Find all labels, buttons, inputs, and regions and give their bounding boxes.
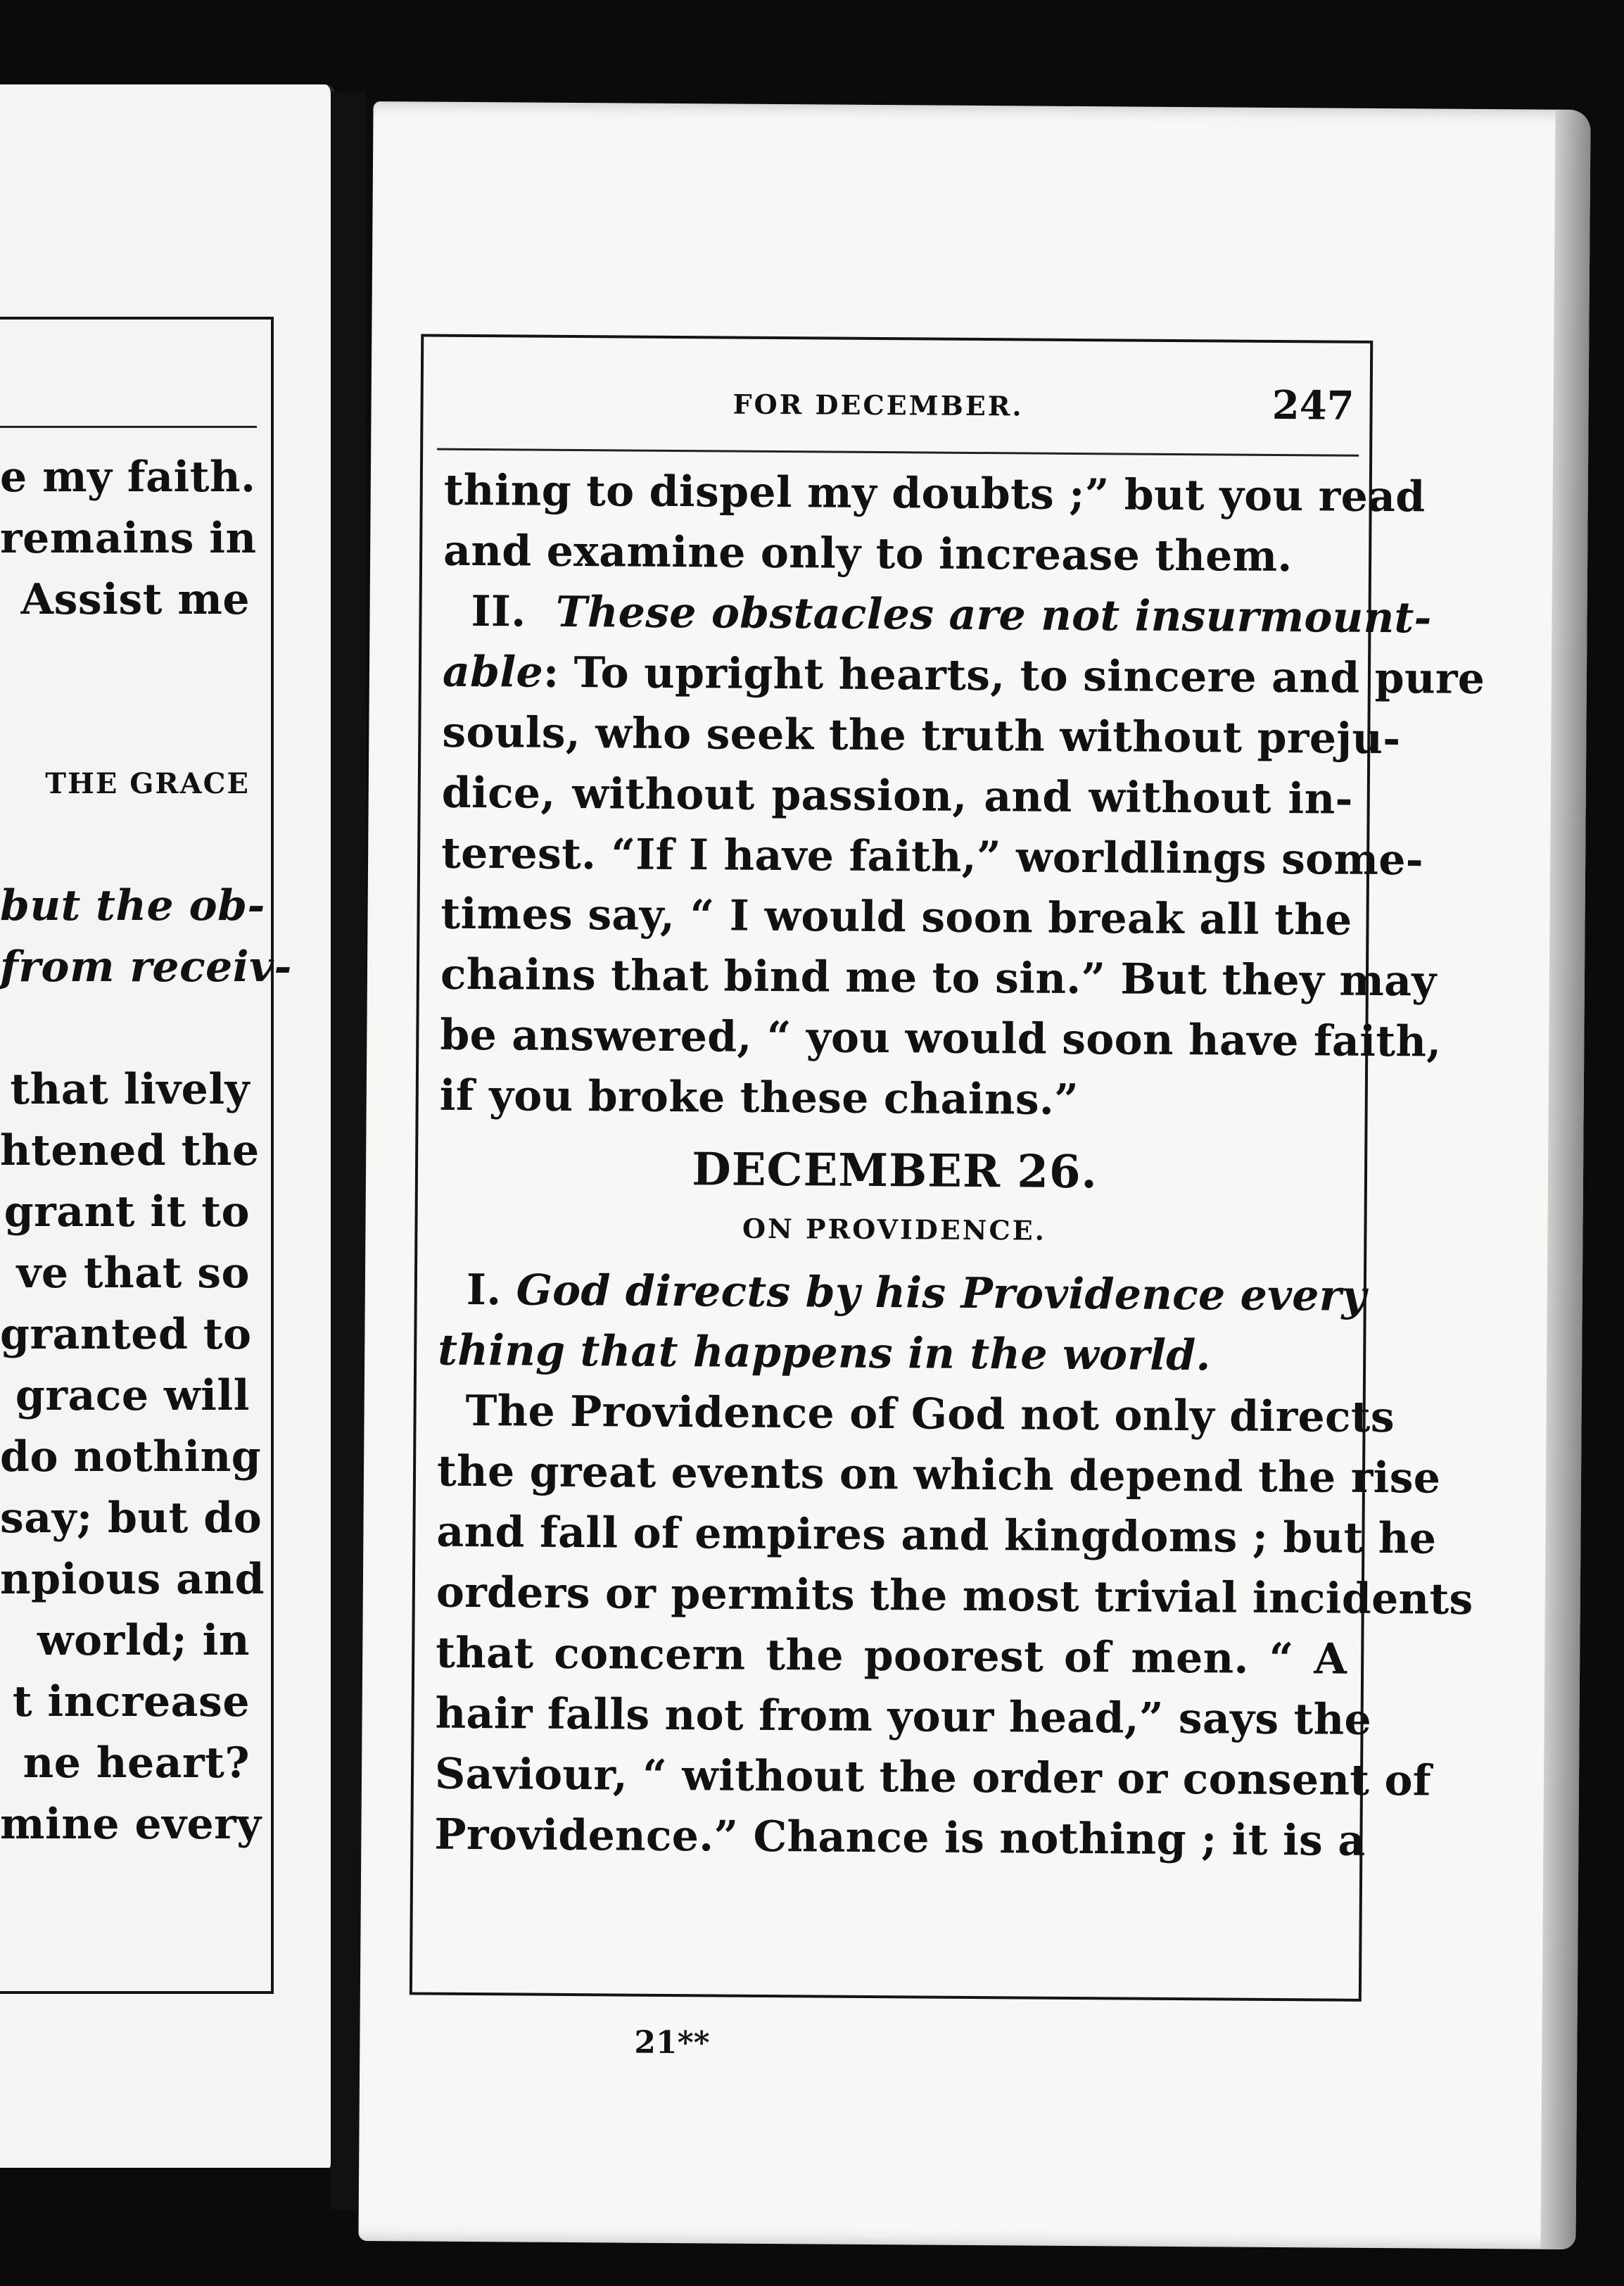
left-text-line: remains in — [0, 514, 257, 563]
line-text: times say, “ I would soon break all the — [440, 889, 1352, 945]
line-text: be answered, “ you would soon have faith, — [440, 1010, 1442, 1067]
left-text-line: THE GRACE — [45, 767, 250, 800]
section-numeral: I. — [466, 1265, 502, 1315]
text-line: Saviour, “ without the order or consent of — [434, 1749, 1432, 1806]
line-text: : To upright hearts, to sincere and pure — [543, 648, 1485, 705]
left-text-line: t increase — [12, 1677, 250, 1726]
text-line: orders or permits the most trivial incidents — [436, 1567, 1473, 1624]
text-line: Providence.” Chance is nothing ; it is a — [434, 1810, 1366, 1866]
text-line: thing to dispel my doubts ;” but you read — [443, 465, 1426, 522]
section-title-italic: These obstacles are not insurmount- — [555, 587, 1433, 643]
line-text: souls, who seek the truth without preju- — [442, 707, 1401, 764]
left-text-line: but the ob- — [0, 881, 265, 930]
left-text-line: grace will — [15, 1371, 250, 1420]
left-text-line: from receiv- — [0, 942, 292, 992]
section-heading-i — [438, 1260, 1367, 1327]
right-page — [358, 101, 1590, 2249]
header-rule — [437, 448, 1359, 457]
text-line: the great events on which depend the rise — [436, 1446, 1441, 1503]
text-line — [440, 945, 1437, 1011]
text-line: that concern the poorest of men. “ A — [435, 1628, 1347, 1684]
section-title-italic: thing that happens in the world. — [438, 1325, 1211, 1381]
line-text: if you broke these chains.” — [439, 1071, 1079, 1125]
text-line — [442, 702, 1401, 769]
page-frame — [410, 334, 1485, 2001]
text-line — [439, 1066, 1351, 1132]
running-title: FOR DECEMBER. — [732, 388, 1024, 422]
left-header-rule — [0, 426, 257, 428]
signature-mark: 21** — [634, 2024, 710, 2061]
left-text-line: Assist me — [20, 575, 250, 624]
meditation-subheading: ON PROVIDENCE. — [742, 1212, 1047, 1246]
text-line: The Providence of God not only directs — [465, 1386, 1395, 1443]
text-line — [440, 884, 1352, 951]
text-line — [438, 1320, 1350, 1387]
left-text-line: grant it to — [4, 1187, 250, 1237]
italic-fragment: able — [442, 647, 544, 697]
left-text-line: say; but do — [0, 1494, 262, 1543]
left-text-line: world; in — [37, 1616, 250, 1665]
section-numeral: II. — [471, 586, 526, 637]
text-line — [441, 763, 1353, 830]
left-text-line — [0, 814, 250, 876]
line-text: dice, without passion, and without in- — [441, 768, 1353, 824]
text-line — [440, 823, 1424, 890]
left-text-line: do nothing — [0, 1432, 262, 1482]
left-text-line: htened the — [0, 1126, 260, 1175]
section-heading-ii — [443, 581, 1433, 648]
left-text-line: ve that so — [16, 1249, 250, 1298]
text-line — [440, 1005, 1442, 1072]
left-text-line — [0, 998, 250, 1059]
page-number: 247 — [1271, 381, 1355, 429]
left-text-line — [0, 692, 250, 753]
text-line: and examine only to increase them. — [443, 526, 1293, 582]
text-line: hair falls not from your head,” says the — [435, 1688, 1372, 1745]
line-text: chains that bind me to sin.” But they may — [440, 949, 1437, 1006]
left-text-line: npious and — [0, 1555, 265, 1604]
page-edge — [1540, 110, 1590, 2249]
left-text-line: mine every — [0, 1800, 262, 1849]
left-text-line: e my faith. — [0, 453, 256, 502]
section-title-italic: God directs by his Providence every — [516, 1265, 1367, 1321]
text-line: and fall of empires and kingdoms ; but he — [436, 1507, 1437, 1564]
left-text-line: granted to — [0, 1310, 252, 1359]
left-text-line: ne heart? — [23, 1738, 250, 1788]
text-line — [442, 642, 1485, 709]
left-text-line — [0, 631, 250, 692]
page-body — [434, 460, 1485, 1871]
running-head — [423, 381, 1369, 435]
left-facing-page — [0, 84, 335, 2168]
day-heading: DECEMBER 26. — [692, 1143, 1098, 1199]
left-page-text — [0, 447, 292, 1855]
left-text-line: that lively — [10, 1065, 250, 1114]
line-text: terest. “If I have faith,” worldlings some- — [440, 828, 1424, 885]
